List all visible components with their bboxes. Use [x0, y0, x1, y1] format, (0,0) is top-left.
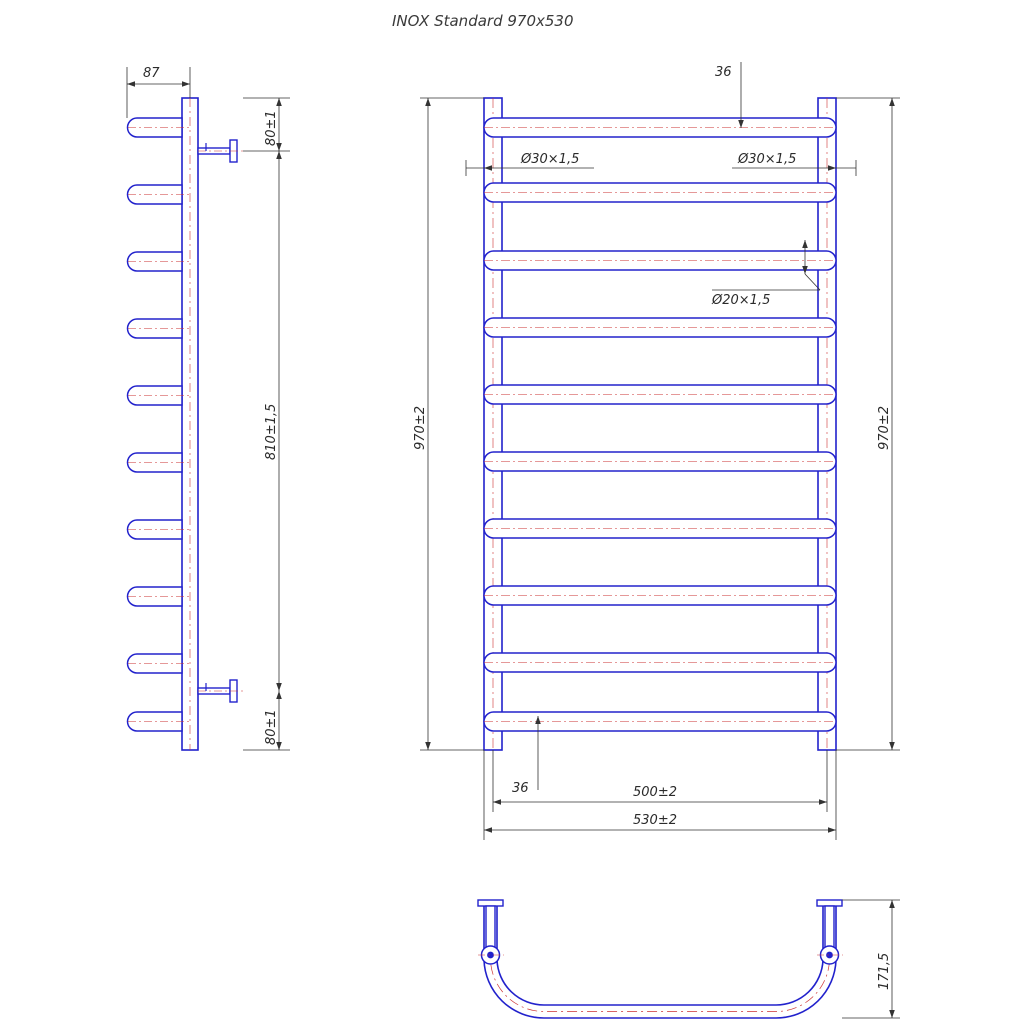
dimension-front-right-tube-dia	[732, 152, 856, 176]
top-bracket-left	[478, 900, 504, 964]
front-rungs	[484, 118, 836, 731]
front-rung	[484, 452, 836, 471]
front-rung	[484, 385, 836, 404]
dim-label-front-right-dia: Ø30×1,5	[738, 152, 797, 167]
dimension-front-height-left	[413, 98, 484, 750]
side-rung	[128, 587, 191, 606]
dim-label-side-depth: 87	[143, 66, 160, 81]
front-view	[413, 62, 900, 840]
dim-label-front-outer-width: 530±2	[633, 813, 677, 828]
dimension-front-rung-dia	[711, 240, 820, 308]
side-rung	[128, 654, 191, 673]
front-rung	[484, 318, 836, 337]
dimension-front-height-right	[836, 98, 900, 750]
side-bracket-top	[198, 140, 243, 162]
dimension-side-bottom-offset	[243, 691, 290, 750]
dim-label-front-top-offset: 36	[715, 65, 732, 80]
dimension-front-inner-width	[493, 750, 827, 812]
dim-label-front-rung-dia: Ø20×1,5	[712, 293, 771, 308]
dim-label-front-height-right: 970±2	[877, 406, 892, 450]
dimension-side-center-height	[264, 151, 282, 691]
front-rung	[484, 183, 836, 202]
side-rung	[128, 252, 191, 271]
top-tube-centerline	[491, 905, 830, 1012]
dim-label-side-bottom-offset: 80±1	[264, 709, 279, 745]
front-rung	[484, 519, 836, 538]
dim-label-side-top-offset: 80±1	[264, 110, 279, 146]
side-rungs	[128, 118, 191, 731]
side-rung	[128, 118, 191, 137]
top-view	[478, 900, 900, 1018]
dimension-side-depth	[127, 66, 190, 118]
side-rung	[128, 520, 191, 539]
side-view	[127, 66, 290, 750]
front-rung	[484, 251, 836, 270]
front-rung	[484, 586, 836, 605]
dim-label-front-height-left: 970±2	[413, 406, 428, 450]
top-bracket-right	[817, 900, 843, 964]
top-tube-outer	[484, 905, 836, 1018]
dimension-side-top-offset	[243, 98, 290, 151]
drawing-title: INOX Standard 970x530	[392, 12, 574, 30]
dim-label-front-left-dia: Ø30×1,5	[521, 152, 580, 167]
front-rung	[484, 653, 836, 672]
side-rung	[128, 712, 191, 731]
side-rung	[128, 185, 191, 204]
side-rung	[128, 319, 191, 338]
dim-label-side-center-height: 810±1,5	[264, 403, 279, 460]
side-rung	[128, 453, 191, 472]
top-tube-inner	[497, 905, 823, 1005]
dim-label-front-bottom-offset: 36	[512, 781, 529, 796]
side-rung	[128, 386, 191, 405]
dim-label-top-depth: 171,5	[877, 952, 892, 990]
front-rung	[484, 118, 836, 137]
dim-label-front-inner-width: 500±2	[633, 785, 677, 800]
side-bracket-bottom	[198, 680, 243, 702]
dimension-top-depth	[842, 900, 900, 1018]
